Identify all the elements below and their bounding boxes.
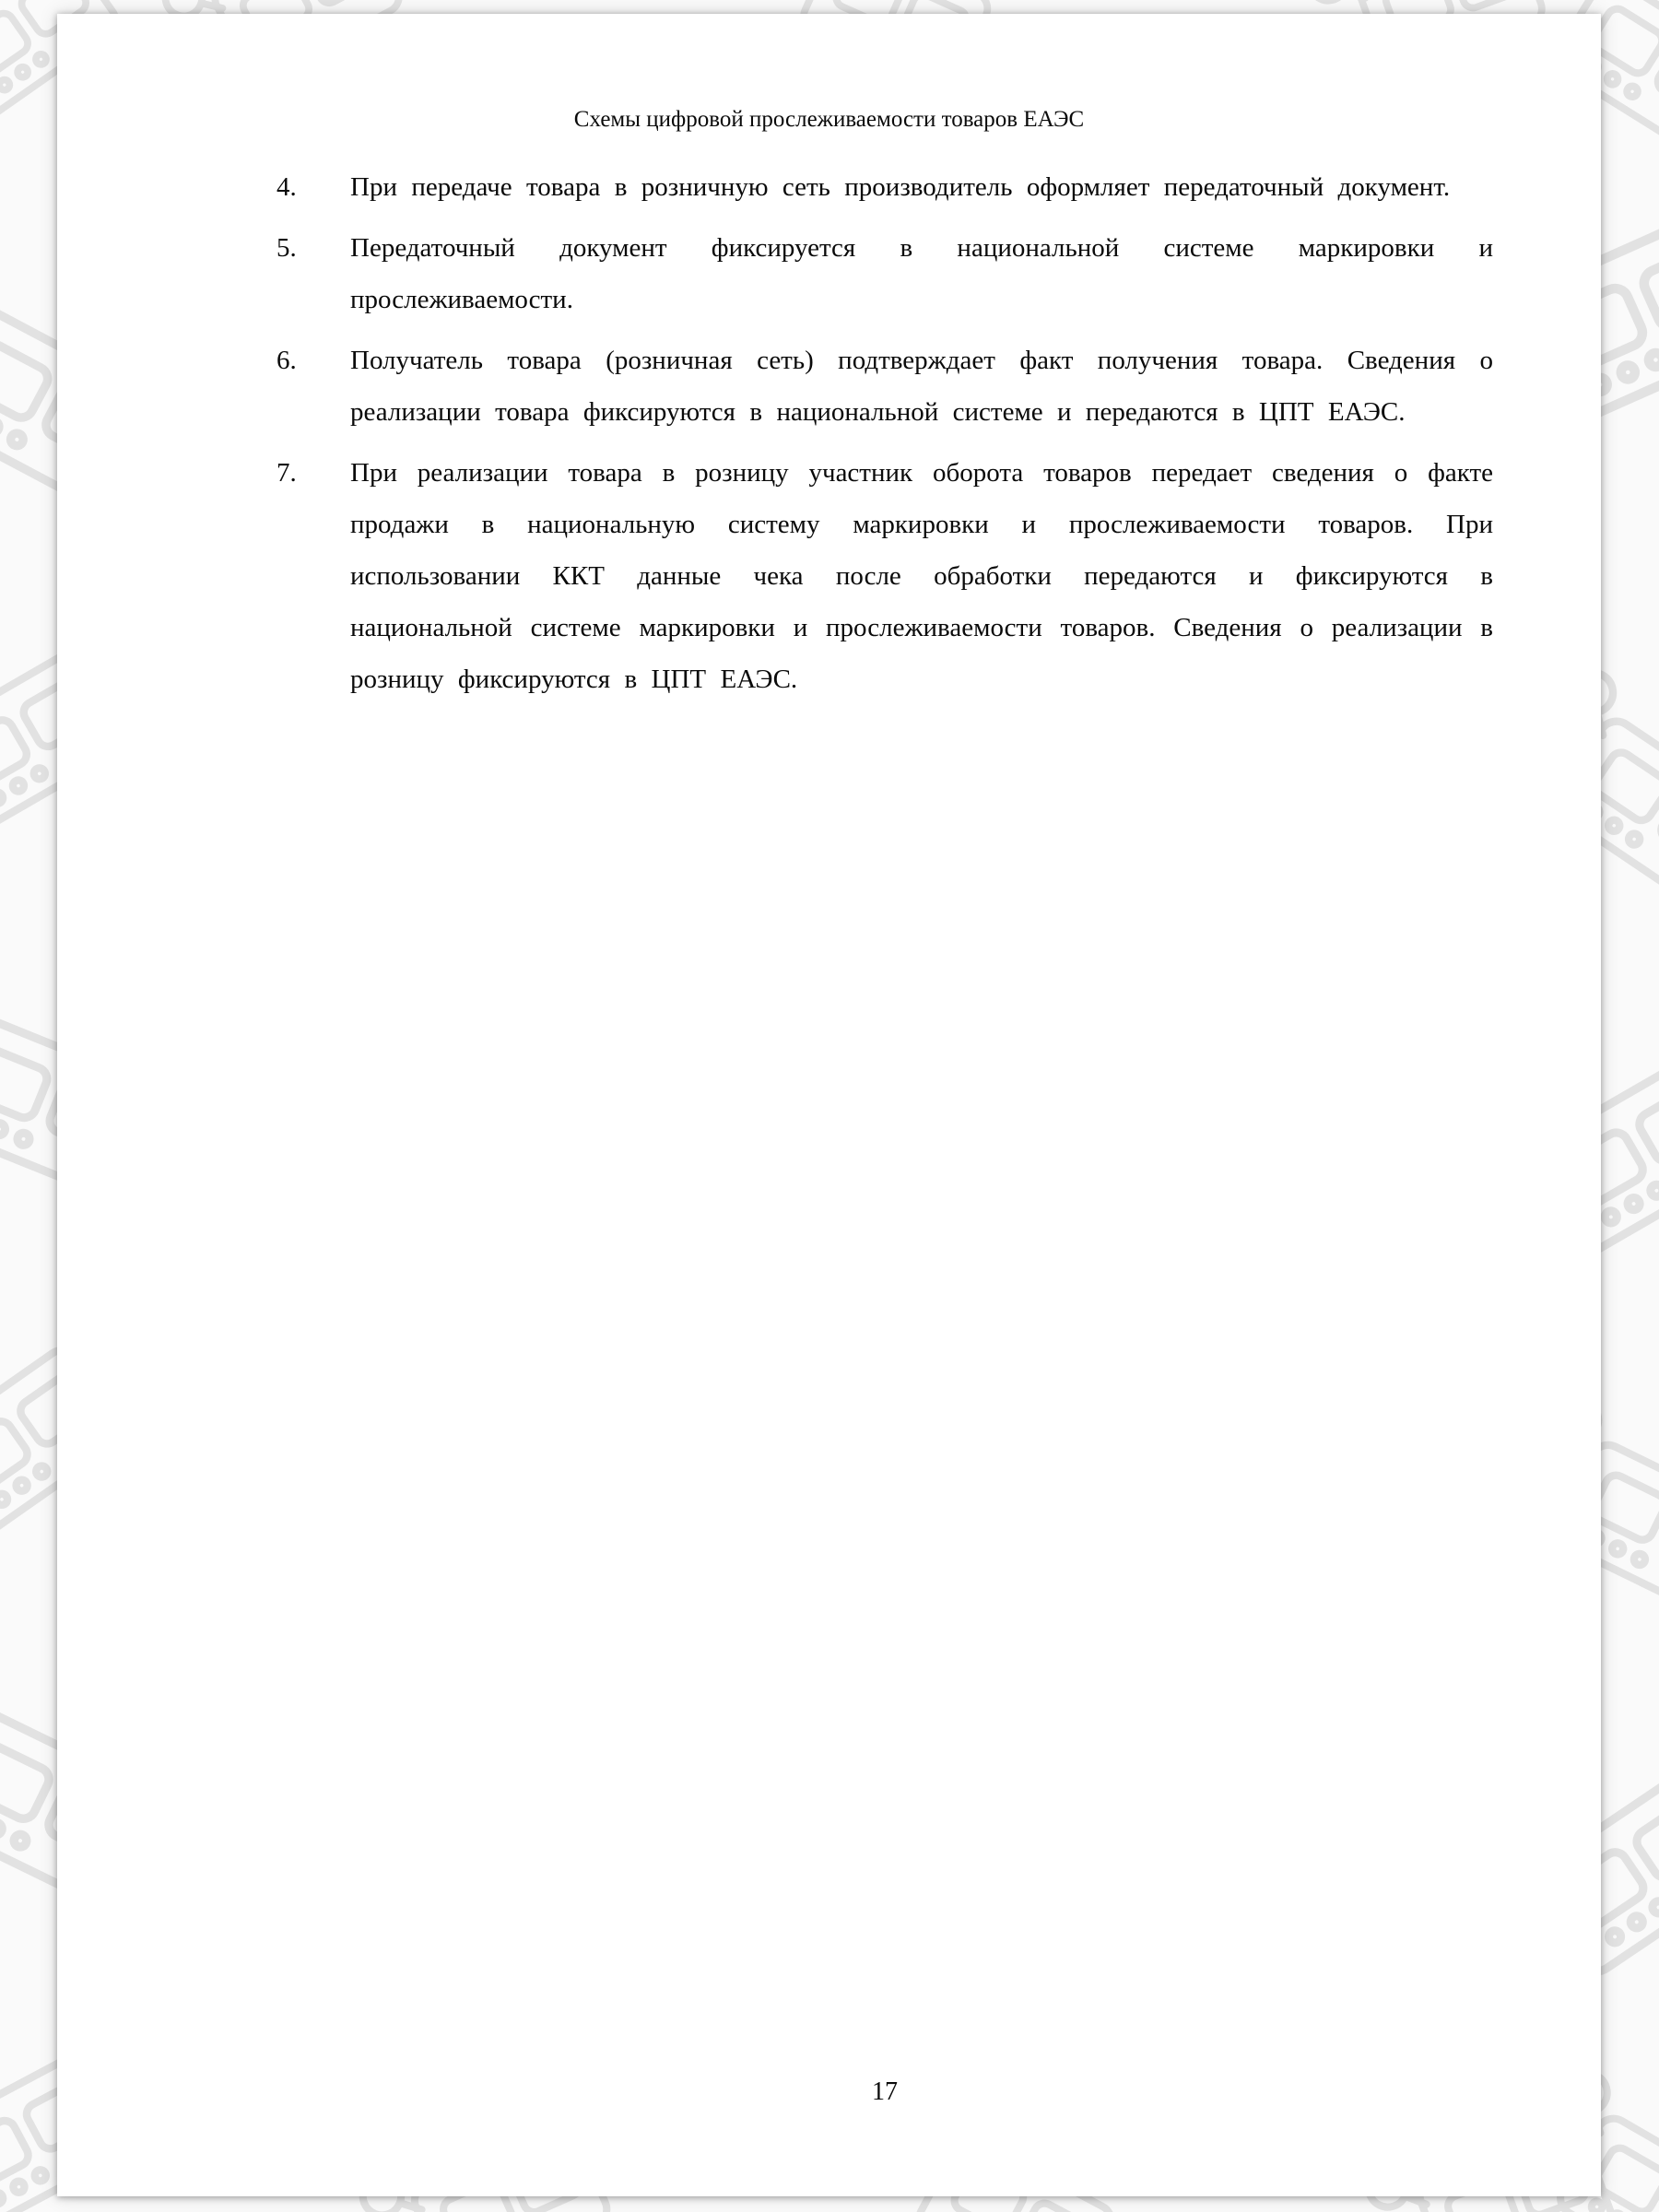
- list-item: [276, 222, 1493, 325]
- list-item: [276, 161, 1493, 213]
- list-item-text: Передаточный документ фиксируется в национальной системе маркировки и прослеживаемости.: [350, 233, 1493, 314]
- page-number: 17: [872, 2077, 898, 2106]
- document-page: [57, 14, 1601, 2196]
- list-item: [276, 335, 1493, 438]
- document-header-title: Схемы цифровой прослеживаемости товаров ЕАЭС: [573, 107, 1085, 132]
- list-item-text: При реализации товара в розницу участник оборота товаров передает сведения о факте продажи в национальную систему маркировки и прослеживаемости товаров. При использовании ККТ данные чека после обработки передаются и фиксируются в национальной системе маркировки и прослеживаемости товаров. Сведения о реализации в розницу фиксируются в ЦПТ ЕАЭС.: [350, 458, 1493, 694]
- list-item-number: 4.: [276, 172, 297, 202]
- list-item-number: 5.: [276, 233, 297, 263]
- list-item-number: 6.: [276, 346, 297, 375]
- list-item: [276, 447, 1493, 705]
- list-item-text: При передаче товара в розничную сеть производитель оформляет передаточный документ.: [350, 172, 1451, 202]
- list-item-number: 7.: [276, 458, 297, 488]
- numbered-list: [276, 161, 1493, 714]
- list-item-text: Получатель товара (розничная сеть) подтверждает факт получения товара. Сведения о реализации товара фиксируются в национальной системе и передаются в ЦПТ ЕАЭС.: [350, 346, 1493, 427]
